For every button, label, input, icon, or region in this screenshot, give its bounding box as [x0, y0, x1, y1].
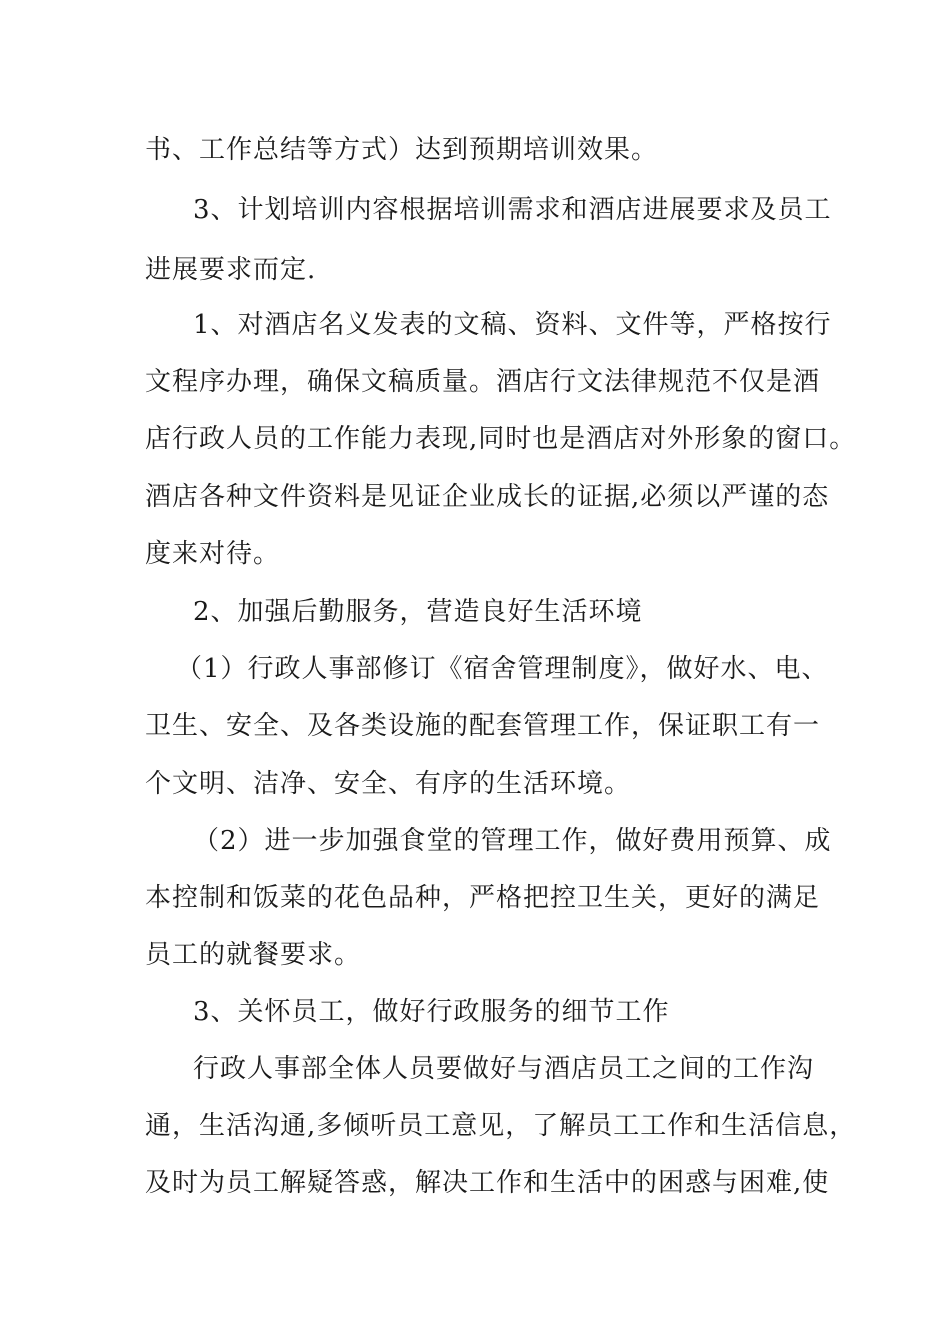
text-line-14: 本控制和饭菜的花色品种，严格把控卫生关，更好的满足 — [145, 883, 821, 913]
text-line-12: 个文明、洁净、安全、有序的生活环境。 — [145, 769, 632, 799]
text-line-4: 1、对酒店名义发表的文稿、资料、文件等，严格按行 — [193, 310, 832, 340]
text-line-3: 进展要求而定. — [145, 255, 317, 285]
text-line-1: 书、工作总结等方式）达到预期培训效果。 — [145, 135, 659, 165]
text-line-7: 酒店各种文件资料是见证企业成长的证据,必须以严谨的态 — [145, 482, 830, 512]
text-line-19: 及时为员工解疑答惑，解决工作和生活中的困惑与困难,使 — [145, 1168, 830, 1198]
text-line-16: 3、关怀员工，做好行政服务的细节工作 — [193, 997, 670, 1027]
text-line-17: 行政人事部全体人员要做好与酒店员工之间的工作沟 — [193, 1054, 815, 1084]
text-line-6: 店行政人员的工作能力表现,同时也是酒店对外形象的窗口。 — [145, 424, 857, 454]
text-line-18: 通，生活沟通,多倾听员工意见，了解员工工作和生活信息， — [145, 1111, 857, 1141]
text-line-9: 2、加强后勤服务，营造良好生活环境 — [193, 597, 643, 627]
text-line-10: （1）行政人事部修订《宿舍管理制度》，做好水、电、 — [176, 654, 829, 684]
text-line-8: 度来对待。 — [145, 539, 281, 569]
text-line-15: 员工的就餐要求。 — [145, 940, 362, 970]
text-line-13: （2）进一步加强食堂的管理工作，做好费用预算、成 — [193, 826, 832, 856]
text-line-5: 文程序办理，确保文稿质量。酒店行文法律规范不仅是酒 — [145, 367, 821, 397]
text-line-11: 卫生、安全、及各类设施的配套管理工作，保证职工有一 — [145, 711, 821, 741]
text-line-2: 3、计划培训内容根据培训需求和酒店进展要求及员工 — [193, 195, 832, 225]
